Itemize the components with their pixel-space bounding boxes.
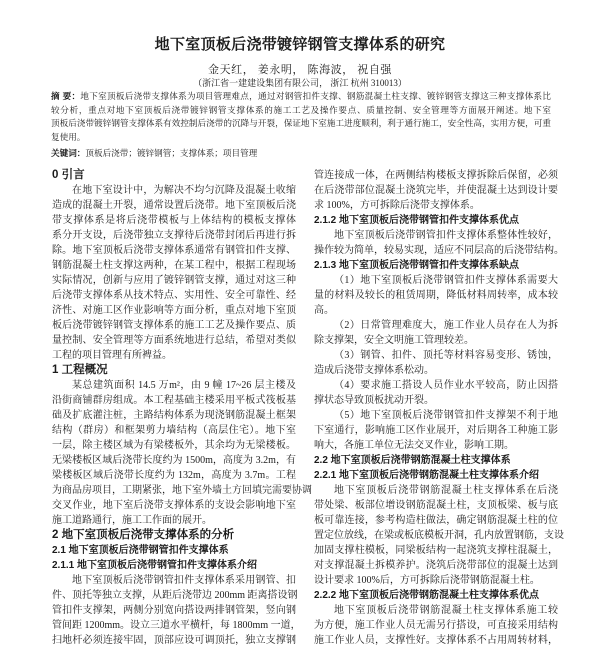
paragraph xyxy=(314,603,558,648)
abstract-line: 较分析，重点对地下室顶板后浇带镀锌钢管支撑体系的施工工艺及操作要点、质量控制、安全管理等方面展开阐述。地下室 xyxy=(51,104,551,115)
body-line: 板后浇带镀锌钢管支撑体系的施工工艺及操作要点、质 xyxy=(52,320,296,331)
abstract xyxy=(51,90,551,144)
section-heading: 1 工程概况 xyxy=(52,364,108,376)
body-line: 造成后浇带支撑体系松动。 xyxy=(314,365,434,376)
paragraph xyxy=(52,183,296,363)
author-affiliation: （浙江省一建建设集团有限公司， 浙江 杭州 310013） xyxy=(193,78,407,88)
author-list: 金天红， 姜永明， 陈海波， 祝自强 xyxy=(207,64,393,76)
body-line: 带处梁、板部位增设钢筋混凝土柱，支顶板梁、板与底 xyxy=(314,500,558,511)
abstract-label: 摘 要： xyxy=(51,91,81,101)
body-line: （1）地下室顶板后浇带钢管扣件支撑体系需要大 xyxy=(334,275,558,286)
body-line: 后浇带支撑体系从技术特点、实用性、安全可靠性、经 xyxy=(52,290,296,301)
body-line: 下室通行，影响施工区作业展开，对后期各工种施工影 xyxy=(314,425,558,436)
body-line: 一层，除主楼区域为有梁楼板外，其余均为无梁楼板。 xyxy=(52,440,296,451)
keywords-label: 关键词： xyxy=(51,148,86,158)
body-line: 除。地下室顶板后浇带支撑体系通常有钢管扣件支撑、 xyxy=(52,245,296,256)
paper-title: 地下室顶板后浇带镀锌钢管支撑体系的研究 xyxy=(154,36,446,53)
body-line: 件、顶托等独立支撑，从距后浇带边 200mm 距离搭设钢 xyxy=(52,590,298,601)
paragraph xyxy=(314,483,564,588)
body-line: 设计要求 100%后，方可拆除后浇带钢筋混凝土柱。 xyxy=(314,575,540,586)
section-heading: 2.1.3 地下室顶板后浇带钢管扣件支撑体系缺点 xyxy=(314,260,520,271)
section-heading: 2.2.1 地下室顶板后浇带钢筋混凝土柱支撑体系介绍 xyxy=(314,470,540,481)
body-line: 础及扩底灌注桩，主路结构体系为现浇钢筋混凝土框架 xyxy=(52,410,296,421)
body-line: 实际情况，创新与应用了镀锌钢管支撑，通过对这三种 xyxy=(52,275,296,286)
body-line: 管扣件支撑架，两侧分别宽向搭设两排钢管架，竖向钢 xyxy=(52,605,296,616)
body-line: （5）地下室顶板后浇带钢管扣件支撑架不利于地 xyxy=(334,410,558,421)
body-line: 操作较为简单，较易实现，适应不同层高的后浇带结构。 xyxy=(314,245,564,256)
body-line: 梁楼板区域后浇带长度约为 132m，高度为 3.7m。工程 xyxy=(52,470,296,481)
body-line: 对支撑混凝土拆模养护。浇筑后浇带部位的混凝土达到 xyxy=(314,560,558,571)
body-line: （4）要求施工搭设人员作业水平较高，防止因搭 xyxy=(334,380,558,391)
section-heading: 2.2 地下室顶板后浇带钢筋混凝土柱支撑体系 xyxy=(314,455,511,466)
keywords-text: 顶板后浇带；镀锌钢管；支撑体系；项目管理 xyxy=(85,148,258,158)
body-line: 高。 xyxy=(314,305,334,316)
body-line: 系分开支设，后浇带独立支撑待后浇带封闭后再进行拆 xyxy=(52,230,296,241)
paragraph xyxy=(314,318,558,348)
body-line: 结构（群房）和框架剪力墙结构（高层住宅）。地下室 xyxy=(52,425,296,436)
body-line: 济性、对施工区作业影响等方面分析，重点对地下室顶 xyxy=(52,305,296,316)
body-line: 在后浇带部位混凝土浇筑完毕，并使混凝土达到设计要 xyxy=(314,185,558,196)
paragraph xyxy=(314,378,558,408)
abstract-line xyxy=(51,90,551,104)
section-heading: 2 地下室顶板后浇带支撑体系的分析 xyxy=(52,529,235,541)
body-line: 地下室顶板后浇带钢筋混凝土柱支撑体系施工较 xyxy=(334,605,558,616)
paragraph xyxy=(314,348,558,378)
body-line: 为方便，施工作业人员无需另行搭设，可直接采用结构 xyxy=(314,620,558,631)
body-line: 量的材料及较长的租赁周期，降低材料周转率，成本较 xyxy=(314,290,558,301)
body-line: 量控制、安全管理等方面系统地进行总结，希望对类似 xyxy=(52,335,296,346)
paragraph xyxy=(314,408,558,453)
body-line: （2）日常管理难度大，施工作业人员存在人为拆 xyxy=(334,320,558,331)
body-line: 造成的混凝土开裂，通常设置后浇带。地下室顶板后浇 xyxy=(52,200,296,211)
body-line: 管连接成一体，在两侧结构楼板支撑拆除后保留，必须 xyxy=(314,170,558,181)
abstract-line: 复使用。 xyxy=(51,131,86,142)
body-line: 加固支撑柱模板，同梁板结构一起浇筑支撑柱混凝土， xyxy=(314,545,558,556)
body-line: 地下室顶板后浇带钢管扣件支撑体系采用钢管、扣 xyxy=(72,575,296,586)
body-line: 板可靠连接，参考构造柱做法，确定钢筋混凝土柱的位 xyxy=(314,515,558,526)
body-line: 求 100%，方可拆除后浇带支撑体系。 xyxy=(314,200,480,211)
body-line: 撑状态导致顶板扰动开裂。 xyxy=(314,395,434,406)
section-heading: 2.1.2 地下室顶板后浇带钢管扣件支撑体系优点 xyxy=(314,215,520,226)
body-line: 带支撑体系是将后浇带模板与上体结构的模板支撑体 xyxy=(52,215,296,226)
keywords xyxy=(51,146,551,160)
body-line: 钢筋混凝土柱支撑这两种，在某工程中，根据工程现场 xyxy=(52,260,296,271)
body-line: 地下室顶板后浇带钢筋混凝土柱支撑体系在后浇 xyxy=(334,485,558,496)
body-line: 管间距 1200mm。设立三道水平横杆，每 1800mm 一道， xyxy=(52,620,301,631)
body-line: 某总建筑面积 14.5 万m²，由 9 幢 17~26 层主楼及 xyxy=(72,380,296,391)
body-line: 扫地杆必须连接牢固，顶部应设可调顶托，独立支撑钢 xyxy=(52,635,296,646)
paragraph xyxy=(314,273,558,318)
body-line: 工程的项目管理有所裨益。 xyxy=(52,350,172,361)
body-line: 响大，各施工单位无法交叉作业，影响工期。 xyxy=(314,440,514,451)
abstract-line: 顶板后浇带镀锌钢管支撑体系有效控制后浇带的沉降与开裂，保证地下室施工进度顺利，利于通行施工，安全性高，实用方便，可重 xyxy=(51,118,551,128)
body-line: 地下室顶板后浇带钢管扣件支撑体系整体性较好， xyxy=(334,230,558,241)
paragraph xyxy=(52,378,312,528)
section-heading: 2.2.2 地下室顶板后浇带钢筋混凝土柱支撑体系优点 xyxy=(314,590,540,601)
body-line: （3）钢管、扣件、顶托等材料容易变形、锈蚀， xyxy=(334,350,558,361)
section-heading: 2.1.1 地下室顶板后浇带钢管扣件支撑体系介绍 xyxy=(52,560,258,571)
section-heading: 2.1 地下室顶板后浇带钢管扣件支撑体系 xyxy=(52,545,229,556)
paragraph xyxy=(314,228,564,258)
body-line: 施工道路通行，施工工作面的展开。 xyxy=(52,515,212,526)
body-line: 交叉作业，地下室后浇带支撑体系的支设会影响地下室 xyxy=(52,500,296,511)
body-line: 除支撑架，安全文明施工管理较差。 xyxy=(314,335,474,346)
body-text xyxy=(52,168,564,651)
body-line: 无梁楼板区域后浇带长度约为 1500m，高度为 3.2m，有 xyxy=(52,455,296,466)
section-heading: 0 引言 xyxy=(52,169,85,181)
body-line: 沿街商铺群房组成。本工程基础主楼采用平板式筏板基 xyxy=(52,395,296,406)
abstract-text: 地下室顶板后浇带支撑体系为项目管理难点，通过对钢管扣件支撑、钢筋混凝土柱支撑、镀锌钢管支撑这三种支撑体系比 xyxy=(80,91,551,101)
body-line: 为商品房项目，工期紧张，地下室外墙土方回填完需要协调 xyxy=(52,485,312,496)
body-line: 在地下室设计中，为解决不均匀沉降及混凝土收缩 xyxy=(72,185,296,196)
body-line: 施工作业人员，支撑性好。支撑体系不占用周转材料， xyxy=(314,635,558,646)
body-line: 置定位放线，在梁或板底模板开洞，孔内放置钢筋，支设 xyxy=(314,530,564,541)
